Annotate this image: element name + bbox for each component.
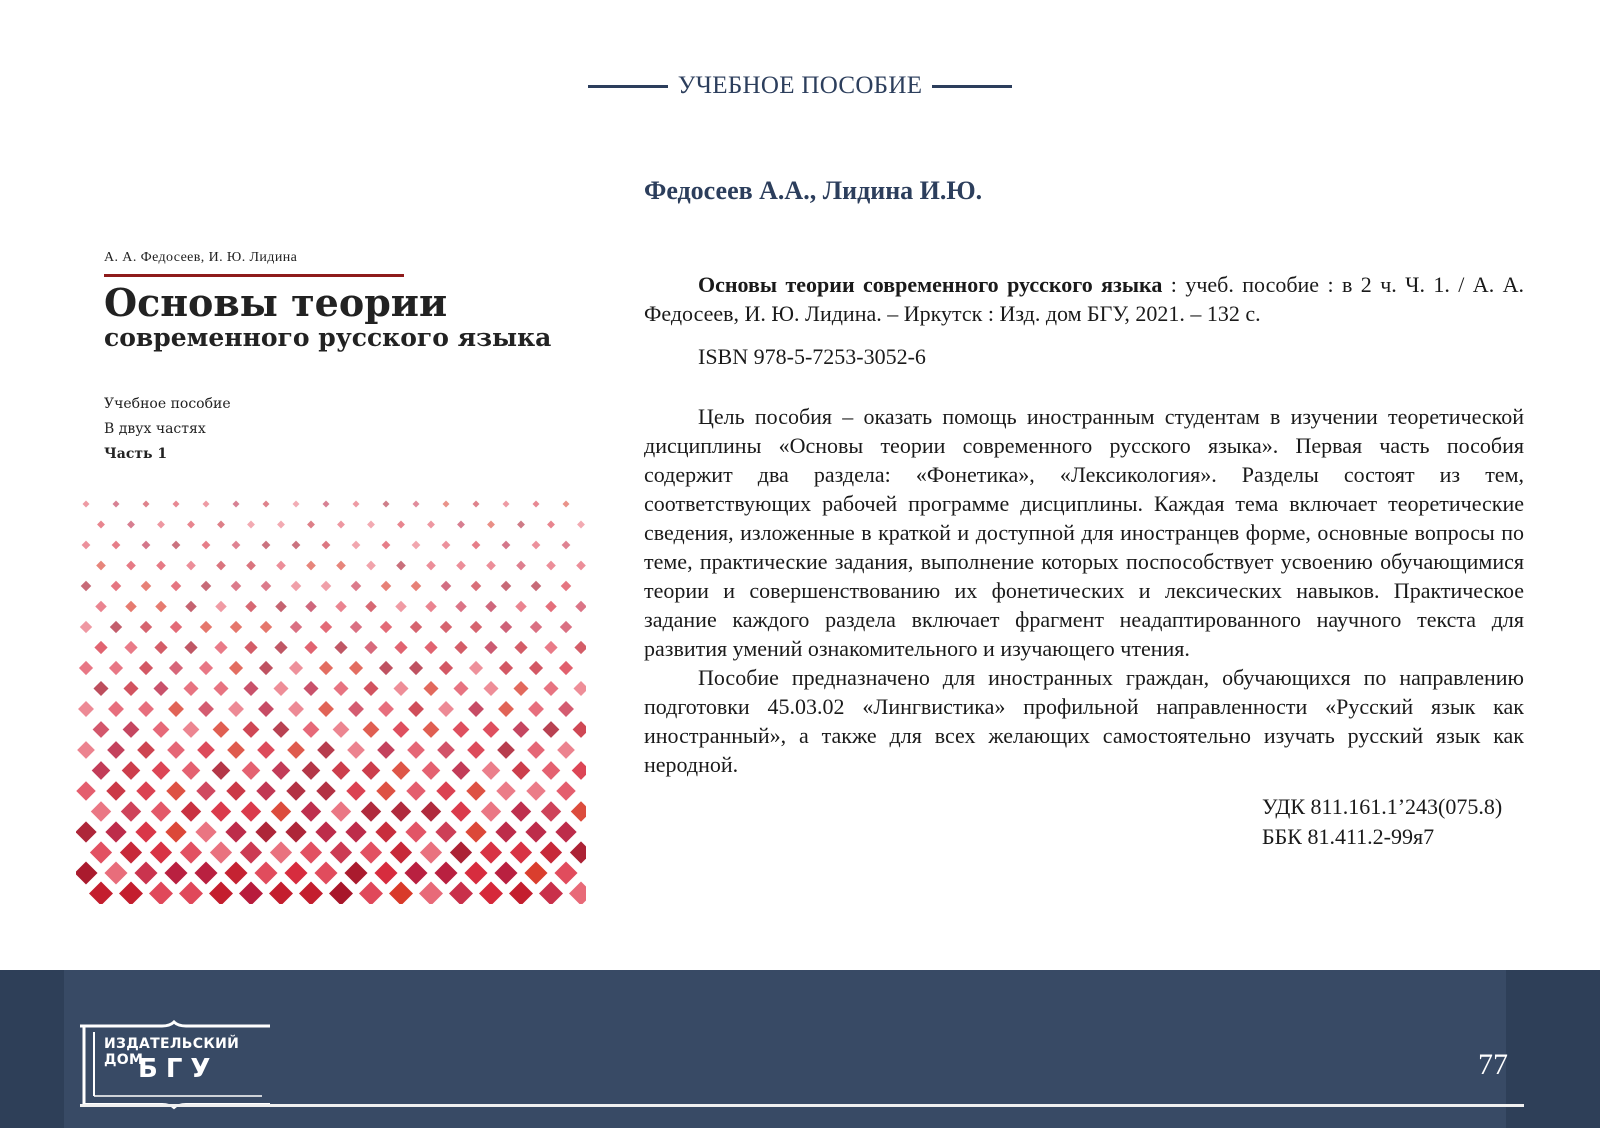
cover-subtitle-line2: В двух частях — [104, 421, 206, 437]
cover-title-line2: современного русского языка — [104, 323, 552, 352]
page-number: 77 — [1478, 1048, 1508, 1081]
udk-code: УДК 811.161.1’243(075.8) — [1262, 794, 1503, 819]
entry-authors: Федосеев А.А., Лидина И.Ю. — [644, 176, 983, 205]
bibliographic-details: : учеб. пособие : в 2 ч. Ч. 1. / А. А. Федосеев, И. Ю. Лидина. – Иркутск : Изд. дом БГУ, 2021. – 132 с. — [644, 272, 1524, 326]
abstract-paragraph-2: Пособие предназначено для иностранных граждан, обучающихся по направлению подготовки 45.03.02 «Лингвистика» профильной направленности «Русский язык как иностранный», а также для всех желающих самостоятельно изучать русский язык как неродной. — [644, 665, 1524, 777]
cover-title-rule — [104, 274, 404, 277]
abstract — [644, 402, 1524, 779]
entry-text — [644, 176, 1524, 849]
cover-diamond-pattern — [76, 494, 586, 904]
cover-part: Часть 1 — [104, 446, 168, 462]
publisher-logo — [78, 1020, 278, 1110]
header-rule-left — [588, 85, 668, 88]
isbn: ISBN 978-5-7253-3052-6 — [698, 344, 926, 369]
footer-rule — [80, 1104, 1524, 1107]
section-title: УЧЕБНОЕ ПОСОБИЕ — [677, 72, 923, 99]
cover-subtitle-line1: Учебное пособие — [104, 396, 231, 412]
cover-title — [104, 282, 551, 352]
cover-title-line1: Основы теории — [104, 280, 448, 325]
abstract-paragraph-1: Цель пособия – оказать помощь иностранным студентам в изучении теоретической дисциплины «Основы теории современного русского языка». Первая часть пособия содержит два раздела: «Фонетика», «Лексикология». Разделы состоят из тем, соответствующих рабочей программе дисциплины. Каждая тема включает теоретические сведения, изложенные в краткой и доступной для иностранцев форме, основные вопросы по теме, практические задания, выполнение которых поспособствует усвоению обучающимися теории и совершенствованию их фонетических и лексических навыков. Практическое задание каждого раздела включает фрагмент неадаптированного научного текста для развития умений ознакомительного и изучающего чтения. — [644, 404, 1524, 661]
logo-text-line2: БГУ — [138, 1054, 219, 1084]
cover-authors: А. А. Федосеев, И. Ю. Лидина — [104, 250, 298, 265]
classification-codes — [1262, 792, 1502, 852]
section-header — [0, 66, 1600, 106]
cover-subtitle — [104, 392, 231, 467]
header-rule-right — [932, 85, 1012, 88]
bibliographic-record — [644, 270, 1524, 328]
book-title: Основы теории современного русского языка — [698, 272, 1163, 297]
book-cover — [76, 236, 586, 904]
logo-text-line1: ИЗДАТЕЛЬСКИЙ ДОМ — [104, 1036, 240, 1068]
bbk-code: ББК 81.411.2-99я7 — [1262, 824, 1435, 849]
